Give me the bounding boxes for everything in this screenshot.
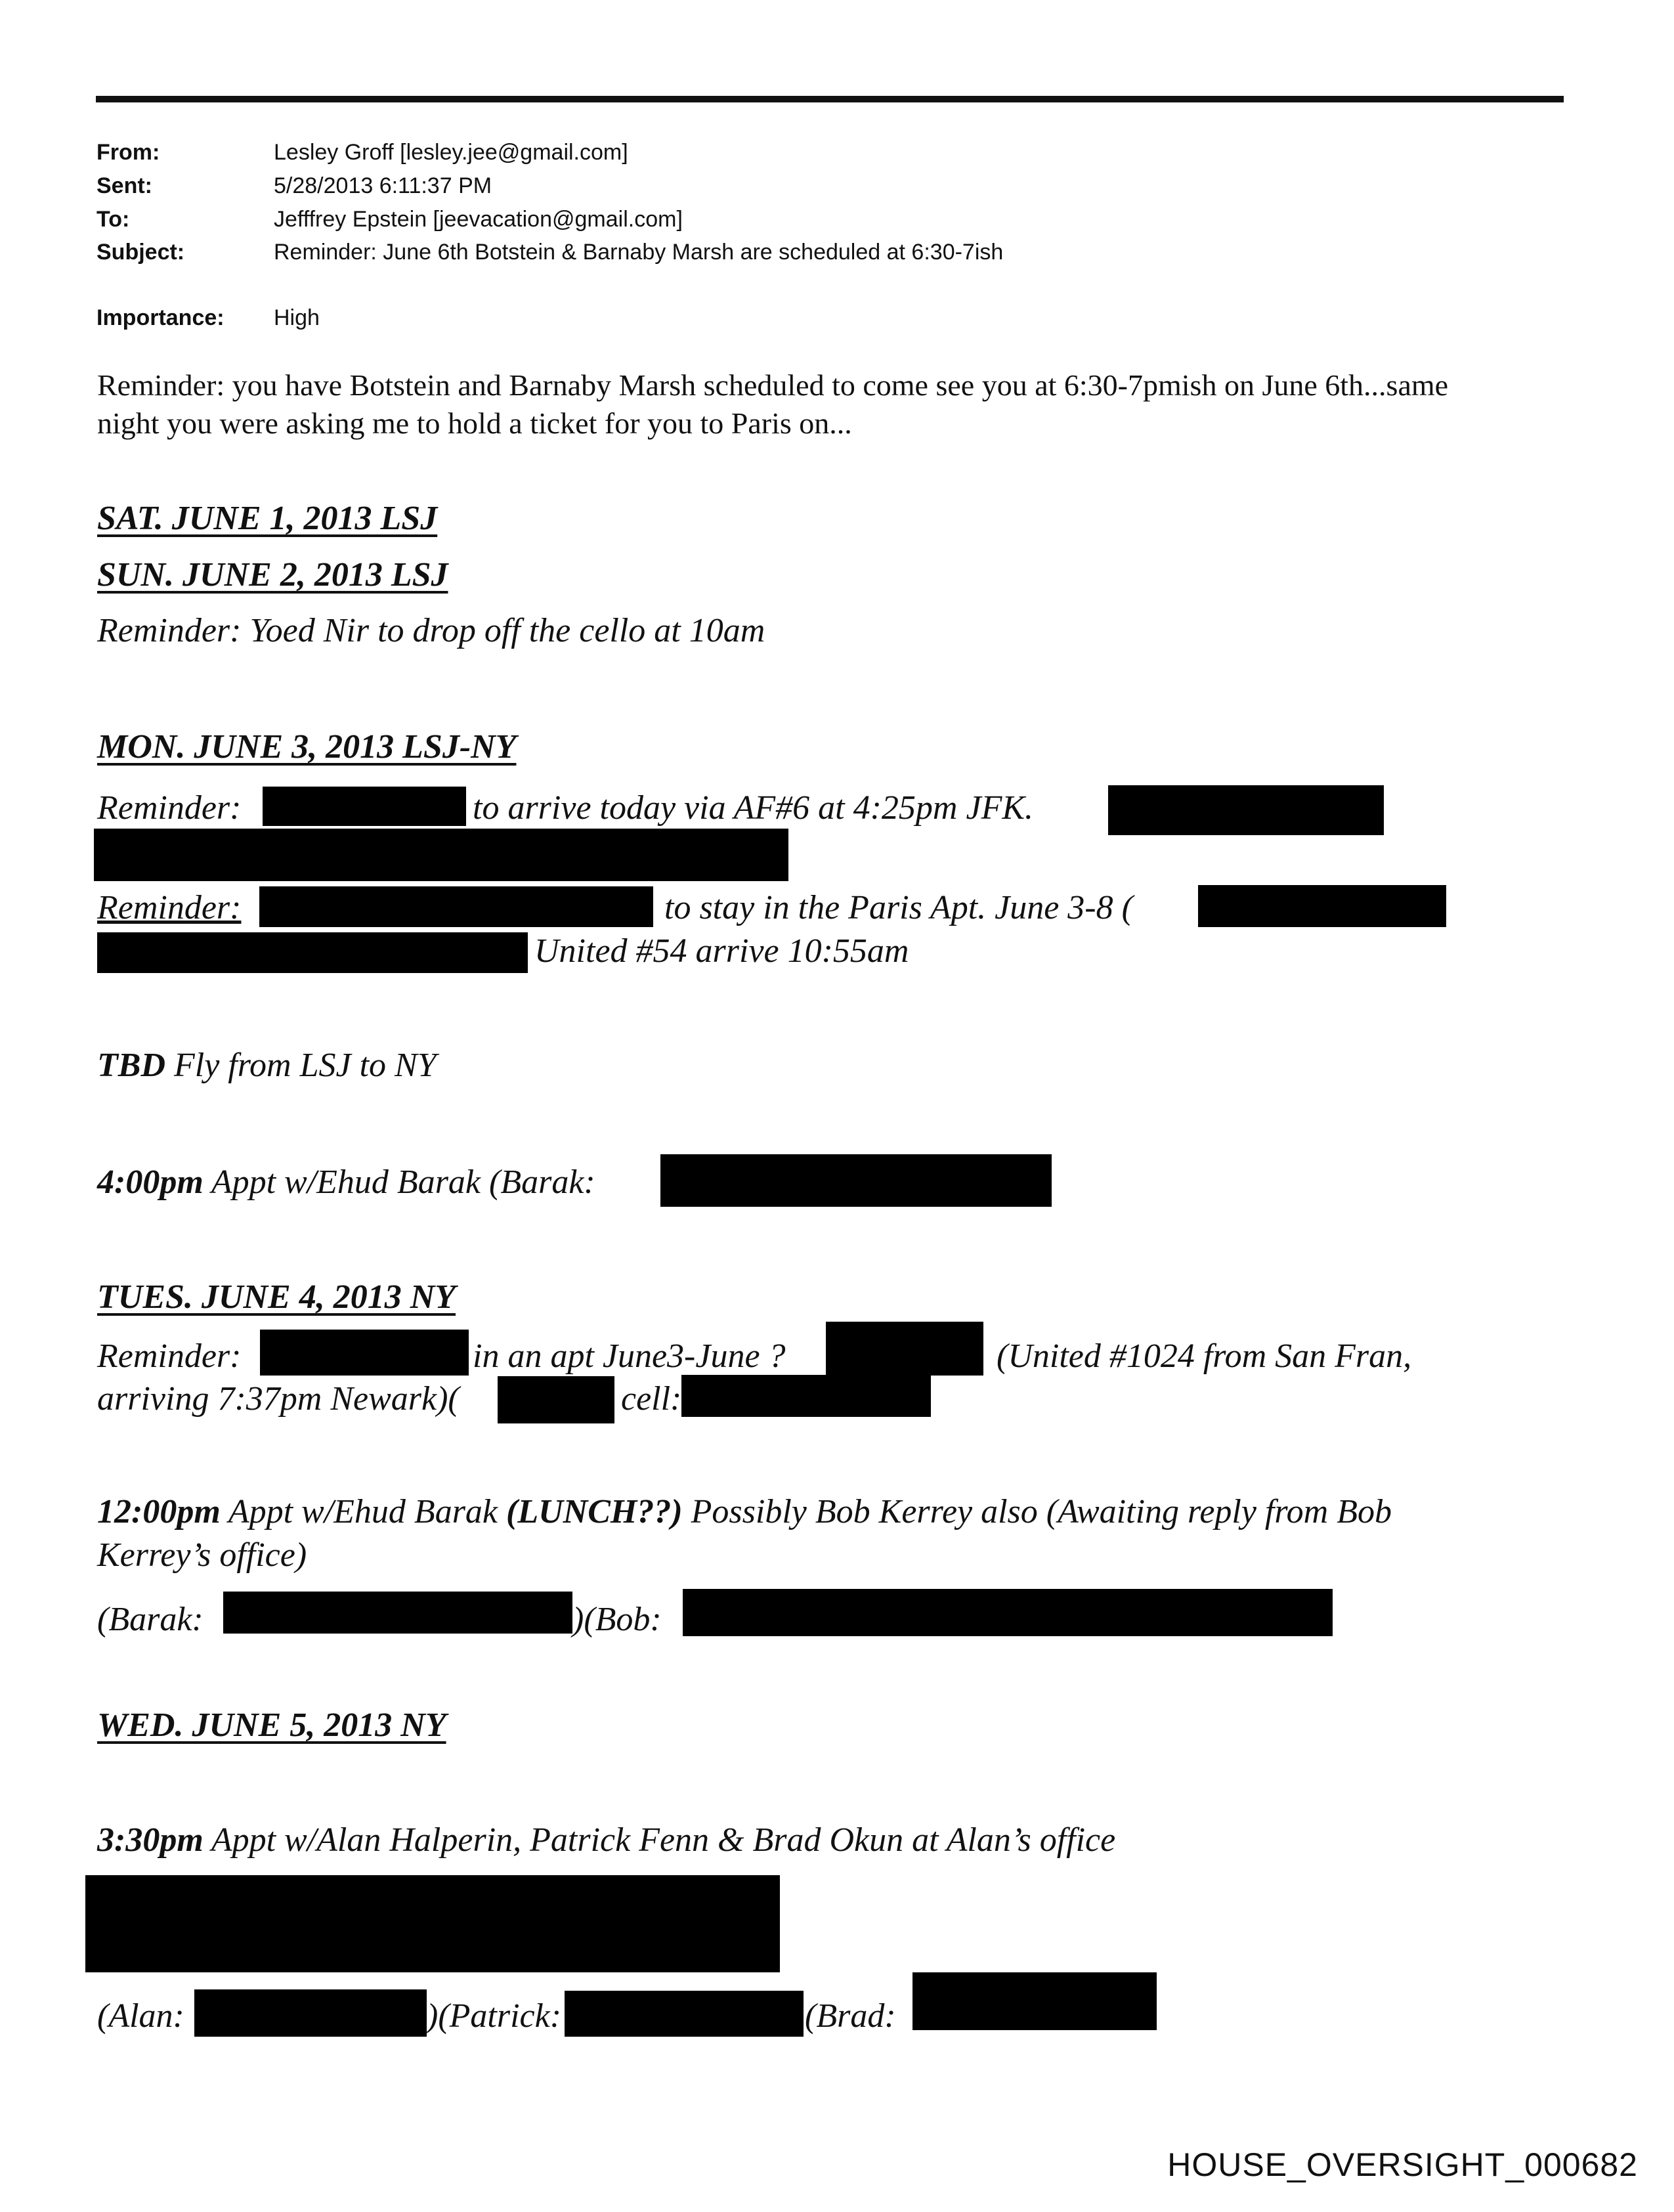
redaction-box [85,1875,780,1972]
redaction-box [498,1376,614,1423]
tue-appt-noon-rest: Possibly Bob Kerrey also (Awaiting reply from Bob [682,1493,1392,1530]
tue-appt-noon [97,1490,1392,1534]
tue-appt-bob-label: )(Bob: [572,1601,662,1638]
mon-reminder-2-label: Reminder: [97,889,242,926]
wed-appt-330 [97,1819,1115,1862]
mon-appt-4pm [97,1161,595,1204]
from-label: From: [97,140,160,165]
mon-appt-4pm-text: Appt w/Ehud Barak (Barak: [203,1163,595,1201]
day-heading-sat: SAT. JUNE 1, 2013 LSJ [97,500,438,537]
day-heading-wed: WED. JUNE 5, 2013 NY [97,1706,446,1744]
wed-patrick-label: )(Patrick: [427,1997,562,2035]
redaction-box [94,829,788,881]
redaction-box [263,787,466,826]
subject-value: Reminder: June 6th Botstein & Barnaby Marsh are scheduled at 6:30-7ish [274,240,1004,265]
redaction-box [97,932,528,973]
redaction-box [259,886,653,927]
to-label: To: [97,207,130,232]
redaction-box [565,1991,804,2037]
tue-appt-noon-time: 12:00pm [97,1493,221,1530]
tue-reminder-label: Reminder: [97,1337,242,1375]
email-body [97,366,1568,443]
subject-label: Subject: [97,240,185,265]
tbd-line [97,1044,437,1087]
day-heading-mon: MON. JUNE 3, 2013 LSJ-NY [97,728,517,766]
mon-reminder-1-label: Reminder: [97,789,242,827]
tue-appt-barak-label: (Barak: [97,1601,204,1638]
wed-alan-label: (Alan: [97,1997,184,2035]
redaction-box [260,1330,469,1376]
redaction-box [826,1322,983,1376]
redaction-box [1198,885,1446,927]
mon-reminder-2-text: to stay in the Paris Apt. June 3-8 ( [664,889,1133,926]
tbd-time: TBD [97,1047,165,1084]
redaction-box [223,1592,572,1634]
tue-appt-noon-lunch: (LUNCH??) [506,1493,683,1530]
importance-label: Importance: [97,305,225,330]
body-line-1: Reminder: you have Botstein and Barnaby Marsh scheduled to come see you at 6:30-7pmish on June 6th...same [97,368,1449,402]
to-value: Jefffrey Epstein [jeevacation@gmail.com] [274,207,683,232]
header-divider [96,96,1564,102]
redaction-box [681,1375,931,1417]
redaction-box [683,1589,1333,1636]
redaction-box [1108,785,1384,835]
redaction-box [194,1989,427,2037]
mon-reminder-1 [97,787,241,830]
tue-reminder-arrival: arriving 7:37pm Newark)( [97,1380,460,1418]
tue-appt-noon-line2: Kerrey’s office) [97,1536,307,1574]
bates-number: HOUSE_OVERSIGHT_000682 [1167,2146,1638,2183]
body-line-2: night you were asking me to hold a ticket for you to Paris on... [97,406,852,440]
sent-label: Sent: [97,173,152,198]
mon-appt-4pm-time: 4:00pm [97,1163,204,1201]
tue-reminder-cell: cell: [621,1380,682,1418]
wed-appt-330-text: Appt w/Alan Halperin, Patrick Fenn & Brad Okun at Alan’s office [203,1821,1116,1859]
mon-reminder-2-flight: United #54 arrive 10:55am [534,932,909,970]
day-heading-tue: TUES. JUNE 4, 2013 NY [97,1278,456,1316]
mon-reminder-1-text: to arrive today via AF#6 at 4:25pm JFK. [473,789,1034,827]
redaction-box [660,1154,1052,1207]
tue-reminder-flight: (United #1024 from San Fran, [997,1337,1412,1375]
from-value: Lesley Groff [lesley.jee@gmail.com] [274,140,628,165]
importance-value: High [274,305,320,330]
redaction-box [912,1972,1157,2030]
tbd-text: Fly from LSJ to NY [165,1047,437,1084]
tue-reminder-text: in an apt June3-June ? [473,1337,786,1375]
sun-reminder: Reminder: Yoed Nir to drop off the cello at 10am [97,612,765,649]
day-heading-sun: SUN. JUNE 2, 2013 LSJ [97,556,448,594]
wed-appt-330-time: 3:30pm [97,1821,204,1859]
wed-brad-label: (Brad: [805,1997,896,2035]
tue-appt-noon-text: Appt w/Ehud Barak [220,1493,507,1530]
sent-value: 5/28/2013 6:11:37 PM [274,173,492,198]
